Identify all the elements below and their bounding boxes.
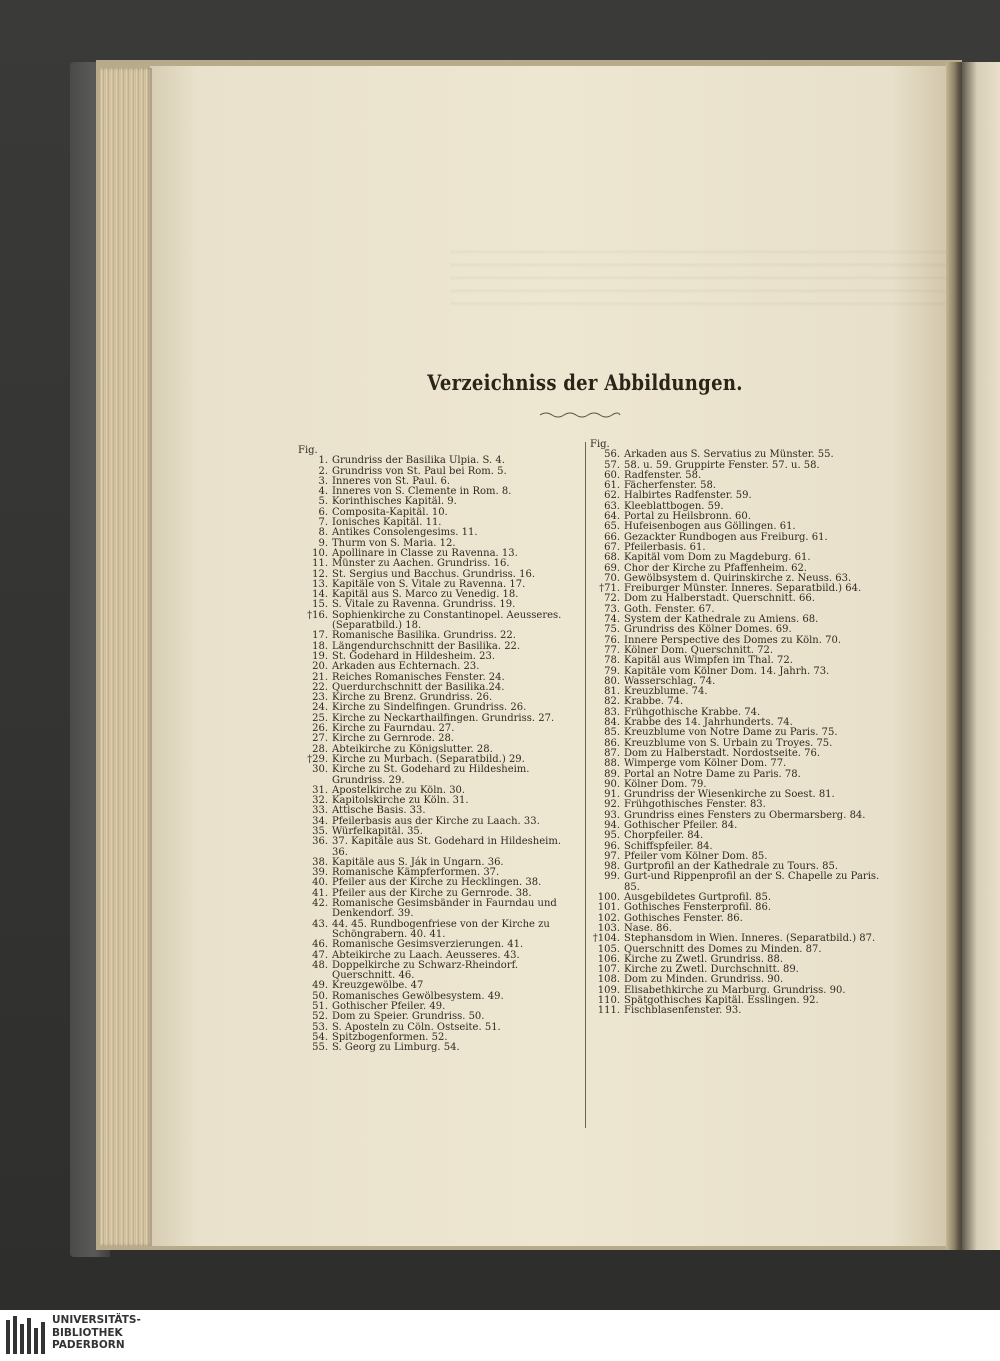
figure-number: 105. <box>597 943 620 955</box>
figure-caption: Kreuzblume von Notre Dame zu Paris. 75. <box>624 727 838 739</box>
title-ornament <box>538 410 622 420</box>
figure-caption: S. Vitale zu Ravenna. Grundriss. 19. <box>332 599 516 611</box>
library-logo-icon <box>4 1314 48 1358</box>
figure-caption: Kirche zu St. Godehard zu Hildesheim. Grundriss. 29. <box>332 764 530 786</box>
library-name <box>52 1314 141 1352</box>
figure-number: 27. <box>312 733 328 745</box>
figure-caption: Romanische Gesimsbänder in Faurndau und Denkendorf. 39. <box>332 898 557 920</box>
figure-number: 1. <box>318 455 328 467</box>
figure-entry <box>298 611 580 632</box>
figure-number: 28. <box>312 743 328 755</box>
figure-number: 8. <box>318 527 328 539</box>
figure-number: 87. <box>604 747 620 759</box>
figure-number: 21. <box>312 671 328 683</box>
figure-number: 22. <box>312 681 328 693</box>
page-title: Verzeichniss der Abbildungen. <box>427 370 743 395</box>
figure-caption: Kirche zu Faurndau. 27. <box>332 723 455 735</box>
figure-number: 69. <box>604 562 620 574</box>
figure-number: 19. <box>312 650 328 662</box>
figure-number: 83. <box>604 706 620 718</box>
figure-caption: Spätgothisches Kapitäl. Esslingen. 92. <box>624 995 819 1007</box>
figure-caption: Würfelkapitäl. 35. <box>332 825 423 837</box>
figure-caption: Abteikirche zu Königslutter. 28. <box>332 743 493 755</box>
figure-number: 74. <box>604 614 620 626</box>
figure-number: 98. <box>604 861 620 873</box>
figure-number: 111. <box>597 1005 620 1017</box>
figure-caption: Wasserschlag. 74. <box>624 675 716 687</box>
figure-caption: Spitzbogenformen. 52. <box>332 1031 448 1043</box>
figure-number: 30. <box>312 764 328 776</box>
figure-entry <box>590 1006 880 1016</box>
figure-caption: Frühgothische Krabbe. 74. <box>624 706 761 718</box>
figure-caption: Querdurchschnitt der Basilika.24. <box>332 681 505 693</box>
figure-number: 75. <box>604 624 620 636</box>
figure-caption: Kirche zu Brenz. Grundriss. 26. <box>332 692 493 704</box>
figure-caption: Wimperge vom Kölner Dom. 77. <box>624 758 787 770</box>
figure-caption: Ionisches Kapitäl. 11. <box>332 517 442 529</box>
figure-number: 10. <box>312 547 328 559</box>
figure-caption: S. Georg zu Limburg. 54. <box>332 1042 460 1054</box>
figure-caption: Krabbe. 74. <box>624 696 684 708</box>
figure-number: 76. <box>604 634 620 646</box>
figure-number: 55. <box>312 1042 328 1054</box>
figure-number: 95. <box>604 830 620 842</box>
figure-number: 106. <box>597 953 620 965</box>
figure-number: 41. <box>312 887 328 899</box>
figure-number: 97. <box>604 850 620 862</box>
bleed-through-text <box>450 242 1000 312</box>
figure-number: 2. <box>318 465 328 477</box>
figure-number: 50. <box>312 990 328 1002</box>
figure-caption: 44. 45. Rundbogenfriese von der Kirche zu Schöngrabern. 40. 41. <box>332 918 550 940</box>
figure-caption: Fächerfenster. 58. <box>624 480 717 492</box>
figure-caption: Pfeilerbasis aus der Kirche zu Laach. 33. <box>332 815 540 827</box>
fig-label: Fig. <box>298 445 318 456</box>
figure-entry <box>298 961 580 982</box>
figure-caption: Doppelkirche zu Schwarz-Rheindorf. Querschnitt. 46. <box>332 959 519 982</box>
figure-number: 93. <box>604 809 620 821</box>
figure-caption: St. Godehard in Hildesheim. 23. <box>332 650 496 662</box>
figure-caption: Gothischer Pfeiler. 49. <box>332 1001 446 1013</box>
figure-caption: Pfeilerbasis. 61. <box>624 541 706 553</box>
figure-number: 4. <box>318 486 328 498</box>
figure-number: 67. <box>604 541 620 553</box>
figure-number: 66. <box>604 531 620 543</box>
figure-number: 85. <box>604 727 620 739</box>
figure-number: 11. <box>312 558 328 570</box>
figure-caption: Korinthisches Kapitäl. 9. <box>332 496 457 508</box>
figure-number: 109. <box>597 984 620 996</box>
figure-caption: Kapitolskirche zu Köln. 31. <box>332 795 469 807</box>
figure-number: 7. <box>318 517 328 529</box>
figure-number: 79. <box>604 665 620 677</box>
figure-number: 63. <box>604 500 620 512</box>
figure-caption: Kirche zu Sindelfingen. Grundriss. 26. <box>332 702 527 714</box>
figure-number: 90. <box>604 778 620 790</box>
figure-caption: Kölner Dom. Querschnitt. 72. <box>624 644 774 656</box>
library-name-line2: BIBLIOTHEK <box>52 1326 123 1339</box>
figure-caption: Kapitäle vom Kölner Dom. 14. Jahrh. 73. <box>624 665 830 677</box>
figure-number: 100. <box>597 892 620 904</box>
figure-entry <box>298 765 580 786</box>
figure-caption: Antikes Consolengesims. 11. <box>332 527 478 539</box>
figure-caption: Kapitäle von S. Vitale zu Ravenna. 17. <box>332 578 526 590</box>
figure-caption: Dom zu Speier. Grundriss. 50. <box>332 1011 485 1023</box>
figure-number: 13. <box>312 578 328 590</box>
figure-caption: Kleeblattbogen. 59. <box>624 500 724 512</box>
figure-number: †71. <box>599 583 620 595</box>
figure-number: 35. <box>312 825 328 837</box>
figure-caption: Attische Basis. 33. <box>332 805 426 817</box>
figure-number: 101. <box>597 902 620 914</box>
figure-number: 52. <box>312 1011 328 1023</box>
figure-entry <box>298 920 580 941</box>
figure-number: 34. <box>312 815 328 827</box>
figure-caption: Dom zu Minden. Grundriss. 90. <box>624 974 784 986</box>
figure-caption: Halbirtes Radfenster. 59. <box>624 490 752 502</box>
figure-number: 96. <box>604 840 620 852</box>
figure-caption: Gothisches Fenster. 86. <box>624 912 743 924</box>
figure-number: 15. <box>312 599 328 611</box>
figure-caption: Chorpfeiler. 84. <box>624 830 704 842</box>
figure-number: 61. <box>604 480 620 492</box>
figure-caption: Kirche zu Murbach. (Separatbild.) 29. <box>332 753 525 765</box>
figure-caption: Thurm von S. Maria. 12. <box>332 537 456 549</box>
figure-number: 25. <box>312 712 328 724</box>
figure-number: 57. <box>604 459 620 471</box>
figure-caption: System der Kathedrale zu Amiens. 68. <box>624 614 819 626</box>
figure-number: 86. <box>604 737 620 749</box>
figure-list-right <box>590 440 880 1017</box>
figure-entry <box>298 1043 580 1053</box>
figure-caption: Kreuzblume von S. Urbain zu Troyes. 75. <box>624 737 833 749</box>
figure-caption: Abteikirche zu Laach. Aeusseres. 43. <box>332 949 520 961</box>
figure-caption: Elisabethkirche zu Marburg. Grundriss. 90. <box>624 984 846 996</box>
figure-caption: Frühgothisches Fenster. 83. <box>624 799 766 811</box>
fig-label: Fig. <box>590 439 610 450</box>
figure-caption: Arkaden aus S. Servatius zu Münster. 55. <box>624 449 834 461</box>
figure-caption: Grundriss der Wiesenkirche zu Soest. 81. <box>624 789 835 801</box>
facing-page-edge <box>962 62 1000 1250</box>
figure-number: 60. <box>604 469 620 481</box>
figure-number: 103. <box>597 922 620 934</box>
figure-caption: St. Sergius und Bacchus. Grundriss. 16. <box>332 568 536 580</box>
figure-number: 53. <box>312 1021 328 1033</box>
figure-number: 46. <box>312 939 328 951</box>
figure-caption: Gothischer Pfeiler. 84. <box>624 819 738 831</box>
figure-number: 81. <box>604 686 620 698</box>
figure-number: 39. <box>312 867 328 879</box>
figure-caption: Arkaden aus Echternach. 23. <box>332 661 480 673</box>
figure-caption: Kölner Dom. 79. <box>624 778 707 790</box>
figure-number: 3. <box>318 475 328 487</box>
figure-caption: Apostelkirche zu Köln. 30. <box>332 784 466 796</box>
figure-number: 36. <box>312 836 328 848</box>
figure-number: 47. <box>312 949 328 961</box>
column-divider <box>585 442 586 1128</box>
figure-number: 54. <box>312 1031 328 1043</box>
figure-number: 107. <box>597 964 620 976</box>
figure-caption: Kirche zu Gernrode. 28. <box>332 733 454 745</box>
library-name-line3: PADERBORN <box>52 1339 125 1352</box>
figure-number: 32. <box>312 795 328 807</box>
figure-caption: Sophienkirche zu Constantinopel. Aeusseres. (Separatbild.) 18. <box>332 609 562 632</box>
figure-entry <box>298 940 580 950</box>
figure-number: 82. <box>604 696 620 708</box>
figure-number: †16. <box>307 609 328 621</box>
figure-number: 14. <box>312 589 328 601</box>
figure-caption: Fischblasenfenster. 93. <box>624 1005 742 1017</box>
figure-entry <box>590 656 880 666</box>
figure-caption: Romanische Basilika. Grundriss. 22. <box>332 630 516 642</box>
figure-number: 6. <box>318 506 328 518</box>
figure-caption: Dom zu Halberstadt. Querschnitt. 66. <box>624 593 815 605</box>
figure-number: 33. <box>312 805 328 817</box>
footer-bar <box>0 1310 1000 1361</box>
figure-caption: Kirche zu Zwetl. Grundriss. 88. <box>624 953 784 965</box>
figure-caption: Romanisches Gewölbesystem. 49. <box>332 990 504 1002</box>
figure-caption: Kreuzgewölbe. 47 <box>332 980 424 992</box>
figure-number: 92. <box>604 799 620 811</box>
figure-caption: Reiches Romanisches Fenster. 24. <box>332 671 505 683</box>
figure-number: 72. <box>604 593 620 605</box>
page-stack-edges <box>100 68 152 1246</box>
figure-number: 73. <box>604 603 620 615</box>
library-name-line1: UNIVERSITÄTS- <box>52 1314 141 1326</box>
figure-number: 84. <box>604 717 620 729</box>
figure-list-left <box>298 446 580 1054</box>
figure-caption: Kirche zu Zwetl. Durchschnitt. 89. <box>624 964 799 976</box>
figure-entry <box>590 872 880 893</box>
figure-caption: Dom zu Halberstadt. Nordostseite. 76. <box>624 747 821 759</box>
figure-caption: S. Aposteln zu Cöln. Ostseite. 51. <box>332 1021 501 1033</box>
figure-caption: Schiffspfeiler. 84. <box>624 840 713 852</box>
figure-caption: Chor der Kirche zu Pfaffenheim. 62. <box>624 562 807 574</box>
figure-caption: Grundriss der Basilika Ulpia. S. 4. <box>332 455 505 467</box>
figure-number: 78. <box>604 655 620 667</box>
figure-caption: Pfeiler aus der Kirche zu Gernrode. 38. <box>332 887 532 899</box>
figure-caption: Stephansdom in Wien. Inneres. (Separatbild.) 87. <box>624 933 876 945</box>
figure-number: 42. <box>312 898 328 910</box>
figure-caption: Romanische Gesimsverzierungen. 41. <box>332 939 524 951</box>
figure-number: 94. <box>604 819 620 831</box>
figure-caption: Gurtprofil an der Kathedrale zu Tours. 85. <box>624 861 838 873</box>
figure-caption: Portal zu Heilsbronn. 60. <box>624 511 751 523</box>
figure-entry <box>590 934 880 944</box>
figure-caption: Pfeiler vom Kölner Dom. 85. <box>624 850 768 862</box>
figure-number: †104. <box>592 933 620 945</box>
figure-entry <box>298 662 580 672</box>
figure-caption: Pfeiler aus der Kirche zu Hecklingen. 38. <box>332 877 542 889</box>
figure-caption: Gezackter Rundbogen aus Freiburg. 61. <box>624 531 828 543</box>
figure-caption: Querschnitt des Domes zu Minden. 87. <box>624 943 822 955</box>
figure-caption: Gurt-und Rippenprofil an der S. Chapelle zu Paris. 85. <box>624 871 880 893</box>
figure-caption: Romanische Kämpferformen. 37. <box>332 867 500 879</box>
figure-number: 56. <box>604 449 620 461</box>
figure-caption: Apollinare in Classe zu Ravenna. 13. <box>332 547 518 559</box>
figure-caption: Freiburger Münster. Inneres. Separatbild.) 64. <box>624 583 862 595</box>
figure-number: 68. <box>604 552 620 564</box>
figure-number: 88. <box>604 758 620 770</box>
figure-number: 70. <box>604 572 620 584</box>
figure-caption: Ausgebildetes Gurtprofil. 85. <box>624 892 772 904</box>
figure-number: 40. <box>312 877 328 889</box>
figure-caption: Münster zu Aachen. Grundriss. 16. <box>332 558 510 570</box>
figure-caption: Gothisches Fensterprofil. 86. <box>624 902 771 914</box>
figure-caption: Gewölbsystem d. Quirinskirche z. Neuss. 63. <box>624 572 852 584</box>
figure-number: 80. <box>604 675 620 687</box>
figure-caption: Nase. 86. <box>624 922 673 934</box>
figure-number: 91. <box>604 789 620 801</box>
figure-number: 62. <box>604 490 620 502</box>
figure-caption: Composita-Kapitäl. 10. <box>332 506 448 518</box>
figure-caption: Portal an Notre Dame zu Paris. 78. <box>624 768 801 780</box>
figure-number: 26. <box>312 723 328 735</box>
figure-number: 24. <box>312 702 328 714</box>
figure-caption: 37. Kapitäle aus St. Godehard in Hildesheim. 36. <box>332 836 562 858</box>
figure-caption: Kirche zu Neckarthailfingen. Grundriss. 27. <box>332 712 555 724</box>
figure-caption: Kapitäle aus S. Ják in Ungarn. 36. <box>332 856 504 868</box>
figure-number: 9. <box>318 537 328 549</box>
figure-caption: Inneres von St. Paul. 6. <box>332 475 451 487</box>
figure-number: 49. <box>312 980 328 992</box>
figure-number: 12. <box>312 568 328 580</box>
figure-caption: Kreuzblume. 74. <box>624 686 708 698</box>
figure-number: 102. <box>597 912 620 924</box>
figure-caption: Grundriss des Kölner Domes. 69. <box>624 624 792 636</box>
figure-caption: Innere Perspective des Domes zu Köln. 70. <box>624 634 842 646</box>
figure-number: 64. <box>604 511 620 523</box>
figure-caption: Kapitäl aus S. Marco zu Venedig. 18. <box>332 589 519 601</box>
figure-caption: Grundriss von St. Paul bei Rom. 5. <box>332 465 507 477</box>
figure-entry <box>590 759 880 769</box>
figure-caption: Radfenster. 58. <box>624 469 702 481</box>
figure-number: 20. <box>312 661 328 673</box>
figure-entry <box>298 899 580 920</box>
figure-number: 18. <box>312 640 328 652</box>
figure-number: 99. <box>604 871 620 883</box>
figure-entry <box>298 837 580 858</box>
figure-number: 23. <box>312 692 328 704</box>
figure-caption: Grundriss eines Fensters zu Obermarsberg. 84. <box>624 809 866 821</box>
figure-number: 77. <box>604 644 620 656</box>
figure-number: †29. <box>307 753 328 765</box>
figure-caption: Kapitäl vom Dom zu Magdeburg. 61. <box>624 552 811 564</box>
figure-number: 17. <box>312 630 328 642</box>
figure-caption: Goth. Fenster. 67. <box>624 603 715 615</box>
figure-caption: Krabbe des 14. Jahrhunderts. 74. <box>624 717 793 729</box>
figure-caption: 58. u. 59. Gruppirte Fenster. 57. u. 58. <box>624 459 820 471</box>
figure-number: 38. <box>312 856 328 868</box>
figure-number: 89. <box>604 768 620 780</box>
figure-caption: Inneres von S. Clemente in Rom. 8. <box>332 486 512 498</box>
figure-caption: Kapitäl aus Wimpfen im Thal. 72. <box>624 655 793 667</box>
figure-caption: Längendurchschnitt der Basilika. 22. <box>332 640 521 652</box>
figure-number: 65. <box>604 521 620 533</box>
figure-number: 110. <box>597 995 620 1007</box>
figure-number: 51. <box>312 1001 328 1013</box>
figure-number: 48. <box>312 959 328 971</box>
figure-number: 108. <box>597 974 620 986</box>
figure-number: 43. <box>312 918 328 930</box>
figure-number: 31. <box>312 784 328 796</box>
figure-caption: Hufeisenbogen aus Göllingen. 61. <box>624 521 796 533</box>
figure-number: 5. <box>318 496 328 508</box>
